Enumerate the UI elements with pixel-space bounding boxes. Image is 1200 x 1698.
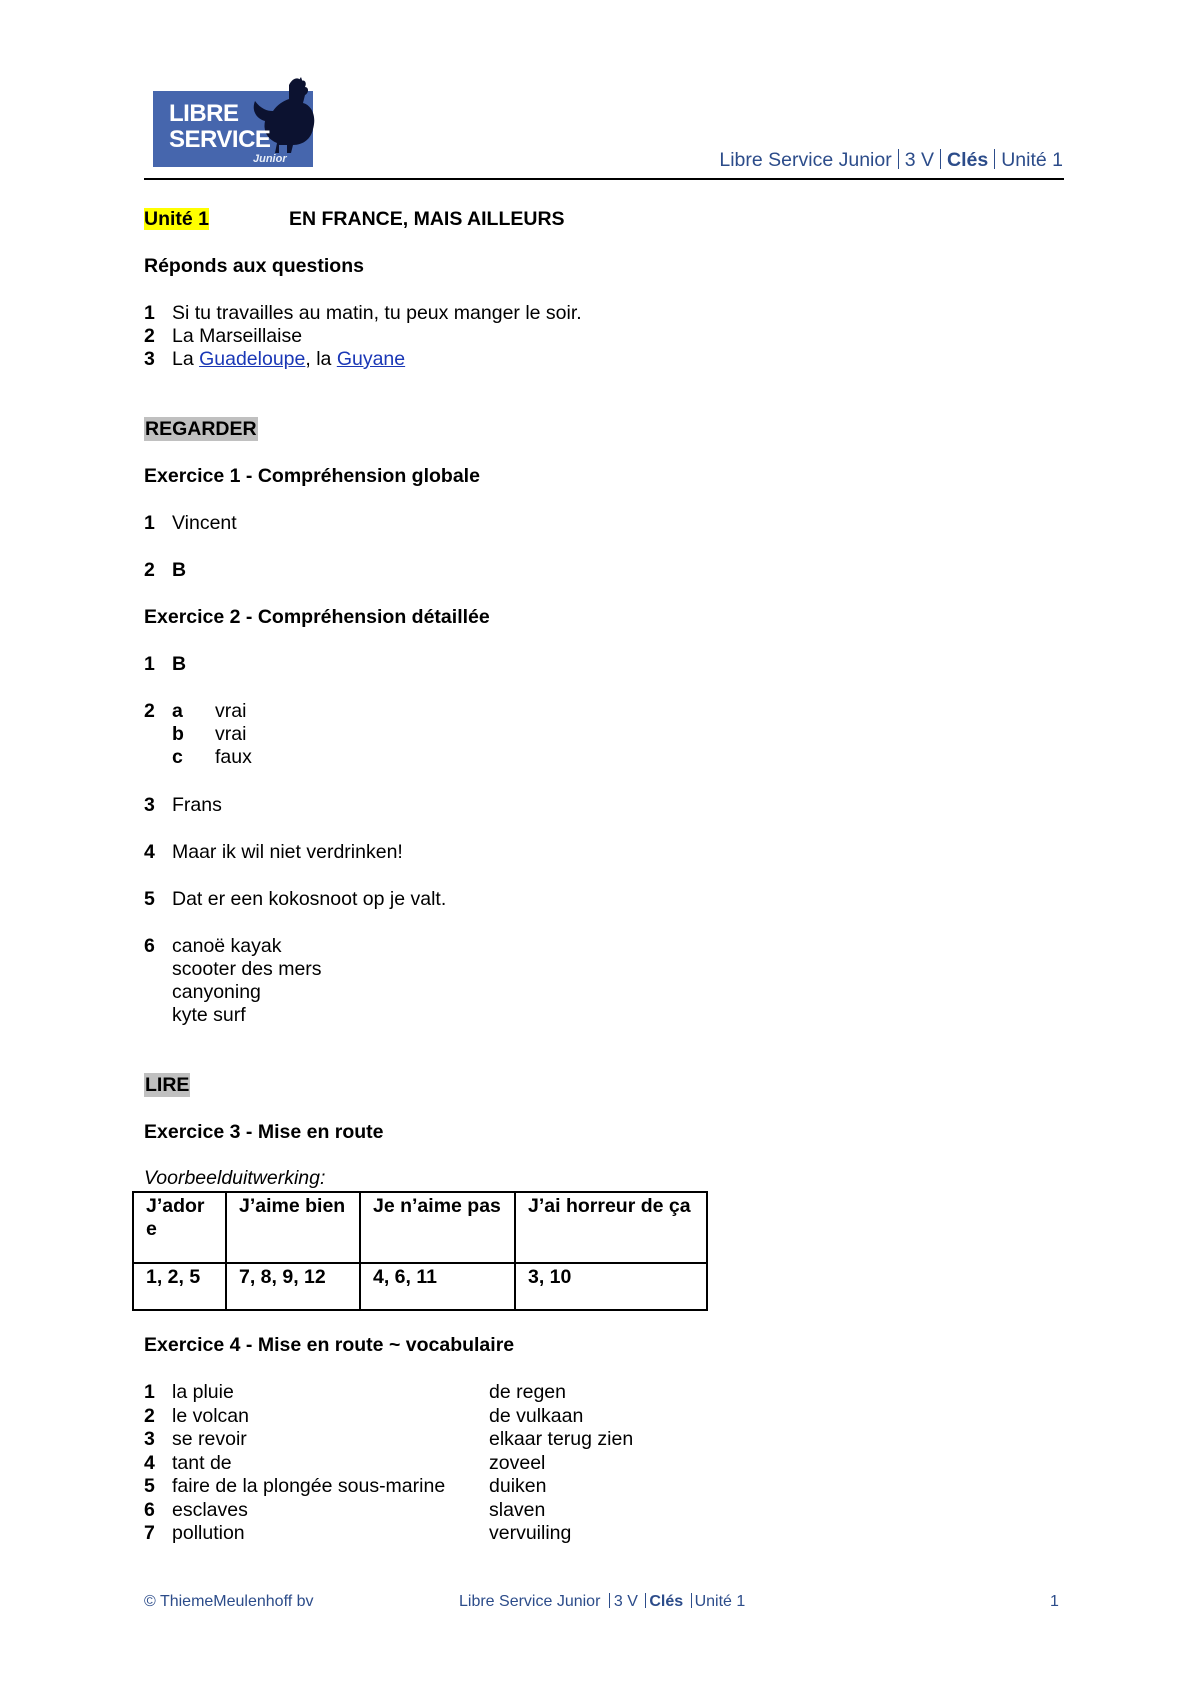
vocab-item: 7 pollution vervuiling bbox=[144, 1522, 572, 1544]
ex2-answer-6-line: kyte surf bbox=[172, 1004, 246, 1026]
exercise-2-title: Exercice 2 - Compréhension détaillée bbox=[144, 606, 490, 628]
ex2-answer-2: 2 bbox=[144, 700, 155, 722]
table-cell: 3, 10 bbox=[515, 1263, 707, 1310]
exercise-1-title: Exercice 1 - Compréhension globale bbox=[144, 465, 480, 487]
section-lire: LIRE bbox=[145, 1074, 190, 1096]
logo-junior: Junior bbox=[253, 153, 287, 165]
list-item: 3 La Guadeloupe, la Guyane bbox=[144, 348, 406, 370]
page-number: 1 bbox=[1050, 1593, 1059, 1610]
table-row bbox=[133, 1263, 707, 1310]
ex2-answer-6: 6 canoë kayak bbox=[144, 935, 282, 957]
vocab-item: 2 le volcan de vulkaan bbox=[144, 1404, 584, 1427]
table-header: Je n’aime pas bbox=[360, 1192, 515, 1263]
header-unit: Unité 1 bbox=[1001, 149, 1063, 171]
example-note: Voorbeelduitwerking: bbox=[144, 1167, 326, 1189]
header-section: Clés bbox=[947, 149, 989, 171]
table-header: J’ai horreur de ça bbox=[515, 1192, 707, 1263]
ex2-answer-2b: b vrai bbox=[172, 723, 247, 745]
header-rule bbox=[144, 178, 1064, 180]
ex2-answer-6-line: canyoning bbox=[172, 981, 261, 1003]
vocab-list bbox=[144, 1381, 633, 1546]
header-series: Libre Service Junior bbox=[719, 149, 892, 171]
table-header-row bbox=[133, 1192, 707, 1263]
table-cell: 4, 6, 11 bbox=[360, 1263, 515, 1310]
list-item: 2 La Marseillaise bbox=[144, 325, 303, 347]
footer-running-title: Libre Service Junior 3 V Clés Unité 1 bbox=[459, 1593, 746, 1610]
vocab-item: 3 se revoir elkaar terug zien bbox=[144, 1428, 634, 1450]
vocab-item: 6 esclaves slaven bbox=[144, 1498, 546, 1521]
ex1-answer-1: 1 Vincent bbox=[144, 512, 237, 534]
ex2-answer-6-line: scooter des mers bbox=[172, 958, 322, 980]
table-cell: 7, 8, 9, 12 bbox=[226, 1263, 360, 1310]
ex2-answer-4: 4 Maar ik wil niet verdrinken! bbox=[144, 841, 403, 863]
section-regarder: REGARDER bbox=[145, 418, 257, 440]
header-running-title bbox=[719, 149, 1063, 172]
header-level: 3 V bbox=[904, 149, 934, 171]
vocab-item: 5 faire de la plongée sous-marine duiken bbox=[144, 1475, 547, 1497]
table-header: J’ador e bbox=[133, 1192, 226, 1263]
guadeloupe-link[interactable]: Guadeloupe bbox=[199, 348, 306, 370]
questions-heading: Réponds aux questions bbox=[144, 255, 364, 277]
ex1-answer-2: 2 B bbox=[144, 559, 187, 581]
unit-title: EN FRANCE, MAIS AILLEURS bbox=[289, 208, 565, 230]
vocab-item: 1 la pluie de regen bbox=[144, 1381, 566, 1403]
logo-text: LIBRE SERVICE bbox=[169, 100, 271, 153]
guyane-link[interactable]: Guyane bbox=[336, 348, 406, 370]
exercise-3-title: Exercice 3 - Mise en route bbox=[144, 1121, 384, 1143]
table-header: J’aime bien bbox=[226, 1192, 360, 1263]
vocab-item: 4 tant de zoveel bbox=[144, 1451, 546, 1474]
list-item: 1 Si tu travailles au matin, tu peux manger le soir. bbox=[144, 302, 582, 324]
ex2-answer-5: 5 Dat er een kokosnoot op je valt. bbox=[144, 888, 447, 910]
footer-copyright: © ThiemeMeulenhoff bv bbox=[144, 1593, 314, 1610]
ex2-answer-2a: a vrai bbox=[172, 700, 247, 722]
table-cell: 1, 2, 5 bbox=[133, 1263, 226, 1310]
ex2-answer-1: 1 B bbox=[144, 653, 187, 675]
unit-label: Unité 1 bbox=[144, 208, 210, 230]
likes-table bbox=[132, 1191, 708, 1311]
ex2-answer-2c: c faux bbox=[172, 746, 252, 768]
ex2-answer-3: 3 Frans bbox=[144, 794, 222, 816]
exercise-4-title: Exercice 4 - Mise en route ~ vocabulaire bbox=[144, 1334, 515, 1356]
libre-service-logo bbox=[153, 91, 313, 167]
